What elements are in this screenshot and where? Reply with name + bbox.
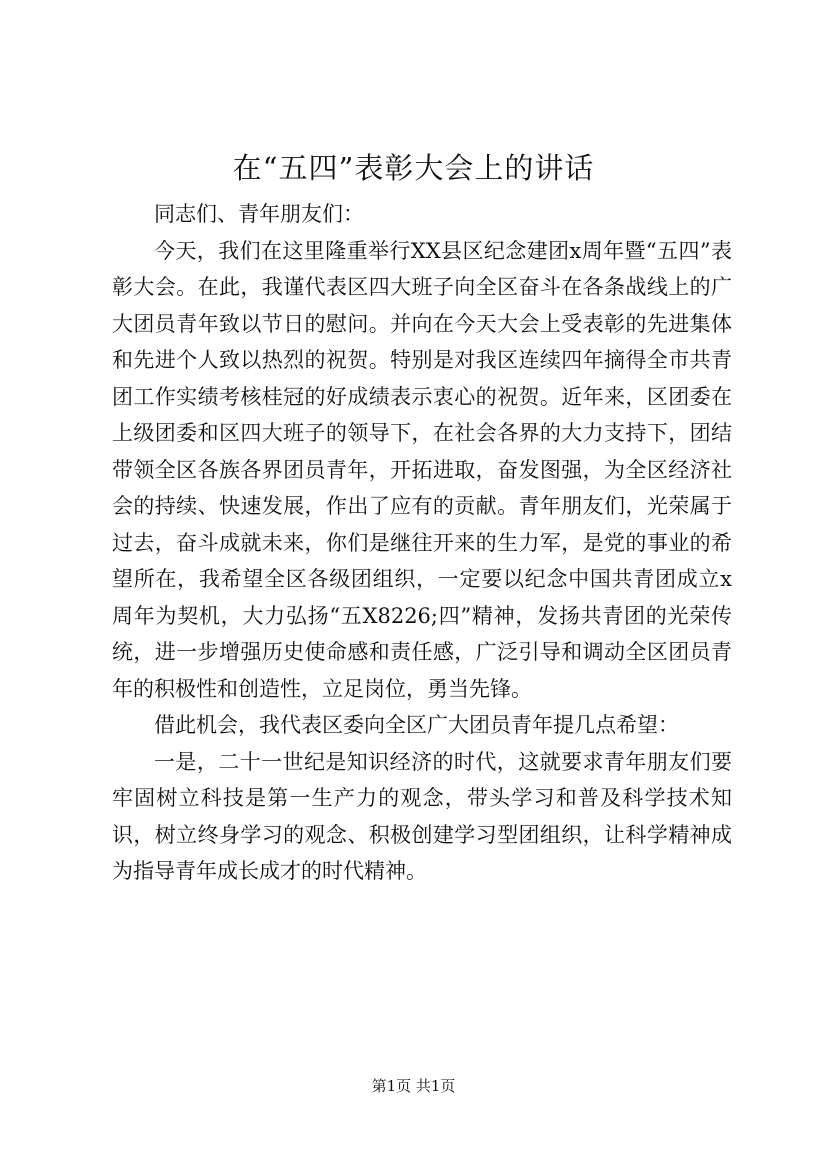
document-body [112, 196, 732, 890]
paragraph-hope-one: 一是，二十一世纪是知识经济的时代，这就要求青年朋友们要牢固树立科技是第一生产力的观念，带头学习和普及科学技术知识，树立终身学习的观念、积极创建学习型团组织，让科学精神成为指导青年成长成才的时代精神。 [112, 749, 732, 883]
paragraph-hopes-intro: 借此机会，我代表区委向全区广大团员青年提几点希望： [154, 713, 679, 737]
paragraph-salutation: 同志们、青年朋友们： [154, 202, 364, 226]
page-number-footer: 第1页 共1页 [371, 1077, 456, 1095]
document-title: 在“五四”表彰大会上的讲话 [232, 151, 595, 185]
paragraph-opening: 今天，我们在这里隆重举行XX县区纪念建团x周年暨“五四”表彰大会。在此，我谨代表区四大班子向全区奋斗在各条战线上的广大团员青年致以节日的慰问。并向在今天大会上受表彰的先进集体和先进个人致以热烈的祝贺。特别是对我区连续四年摘得全市共青团工作实绩考核桂冠的好成绩表示衷心的祝贺。近年来，区团委在上级团委和区四大班子的领导下，在社会各界的大力支持下，团结带领全区各族各界团员青年，开拓进取，奋发图强，为全区经济社会的持续、快速发展，作出了应有的贡献。青年朋友们，光荣属于过去，奋斗成就未来，你们是继往开来的生力军，是党的事业的希望所在，我希望全区各级团组织，一定要以纪念中国共青团成立x周年为契机，大力弘扬“五X8226;四”精神，发扬共青团的光荣传统，进一步增强历史使命感和责任感，广泛引导和调动全区团员青年的积极性和创造性，立足岗位，勇当先锋。 [112, 238, 732, 701]
